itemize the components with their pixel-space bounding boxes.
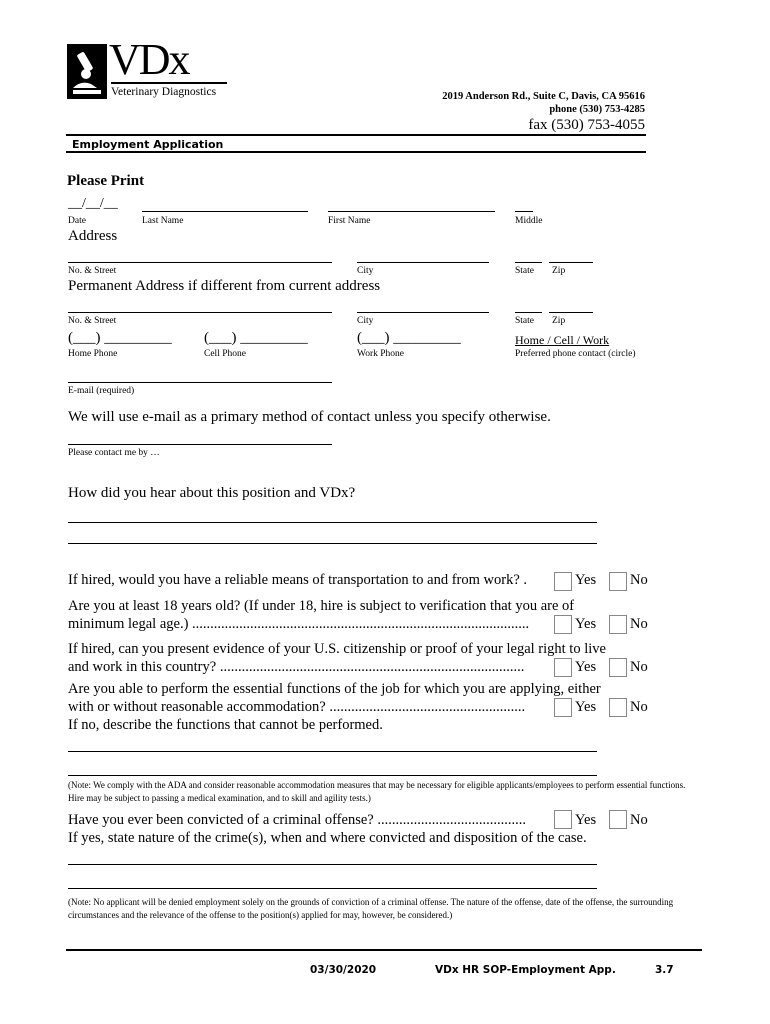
logo-subtitle: Veterinary Diagnostics [111, 86, 217, 98]
state-field[interactable] [515, 262, 542, 263]
city-label: City [357, 266, 374, 276]
company-address: 2019 Anderson Rd., Suite C, Davis, CA 95616 [442, 91, 645, 102]
hear-about-answer-line-2[interactable] [68, 543, 597, 544]
perm-address-heading: Permanent Address if different from current address [68, 278, 381, 294]
citizen-yes-checkbox[interactable] [554, 658, 572, 677]
crime-yes-checkbox[interactable] [554, 810, 572, 829]
crime-yes-label: Yes [575, 812, 597, 828]
company-logo [67, 35, 229, 100]
logo-rule [111, 82, 227, 84]
date-field[interactable]: __/__/__ [68, 196, 118, 211]
hear-about-answer-line-1[interactable] [68, 522, 597, 523]
date-label: Date [68, 216, 86, 226]
header-rule-bottom [66, 151, 646, 153]
first-name-field[interactable] [328, 211, 495, 212]
functions-answer-line-2[interactable] [68, 775, 597, 776]
state-label: State [515, 266, 534, 276]
age-yes-label: Yes [575, 616, 597, 632]
crime-no-label: No [630, 812, 648, 828]
email-field[interactable] [68, 382, 332, 383]
last-name-label: Last Name [142, 216, 184, 226]
work-phone-field[interactable]: (___) _________ [357, 330, 461, 346]
street-label: No. & Street [68, 266, 117, 276]
transport-no-checkbox[interactable] [609, 572, 627, 591]
perm-zip-label: Zip [552, 316, 566, 326]
transport-yes-checkbox[interactable] [554, 572, 572, 591]
home-phone-label: Home Phone [68, 349, 118, 359]
footer-rule [66, 949, 702, 951]
functions-no-label: No [630, 699, 648, 715]
header-rule-top [66, 134, 646, 136]
city-field[interactable] [357, 262, 489, 263]
contact-method-label: Please contact me by … [68, 448, 160, 458]
form-title: Employment Application [72, 138, 224, 151]
citizen-no-checkbox[interactable] [609, 658, 627, 677]
preferred-phone-label: Preferred phone contact (circle) [515, 349, 636, 359]
zip-label: Zip [552, 266, 566, 276]
crime-question-line-2: If yes, state nature of the crime(s), when and where convicted and disposition of the case. [68, 830, 587, 846]
citizen-yes-label: Yes [575, 659, 597, 675]
citizen-question-line-1: If hired, can you present evidence of your U.S. citizenship or proof of your legal right to live [68, 641, 606, 657]
crime-answer-line-1[interactable] [68, 864, 597, 865]
contact-method-field[interactable] [68, 444, 332, 445]
home-phone-field[interactable]: (___) _________ [68, 330, 172, 346]
preferred-phone-options[interactable]: Home / Cell / Work [515, 333, 610, 347]
perm-state-label: State [515, 316, 534, 326]
crime-question-line-1: Have you ever been convicted of a criminal offense? ......................................... [68, 812, 526, 828]
cell-phone-field[interactable]: (___) _________ [204, 330, 308, 346]
age-no-label: No [630, 616, 648, 632]
address-heading: Address [68, 228, 118, 244]
perm-zip-field[interactable] [549, 312, 593, 313]
functions-answer-line-1[interactable] [68, 751, 597, 752]
hear-about-question: How did you hear about this position and VDx? [68, 485, 356, 501]
work-phone-label: Work Phone [357, 349, 404, 359]
middle-field[interactable] [515, 211, 533, 212]
company-phone: phone (530) 753-4285 [549, 104, 645, 115]
footer-page-number: 3.7 [655, 964, 674, 976]
age-question-line-1: Are you at least 18 years old? (If under 18, hire is subject to verification that you are of [68, 598, 575, 614]
company-fax: fax (530) 753-4055 [528, 117, 645, 133]
functions-question-line-3: If no, describe the functions that cannot be performed. [68, 717, 383, 733]
zip-field[interactable] [549, 262, 593, 263]
functions-question-line-2: with or without reasonable accommodation? ...................................................... [68, 699, 526, 715]
functions-yes-label: Yes [575, 699, 597, 715]
logo-text: VDx [109, 35, 189, 84]
criminal-note: (Note: No applicant will be denied employment solely on the grounds of conviction of a criminal offense. The nature of the offense, date of the offense, the surrounding circumstances and the relevance of the offense to the position(s) applied for may, however, be considered.) [68, 897, 674, 920]
perm-state-field[interactable] [515, 312, 542, 313]
last-name-field[interactable] [142, 211, 308, 212]
cell-phone-label: Cell Phone [204, 349, 246, 359]
crime-answer-line-2[interactable] [68, 888, 597, 889]
footer-document-name: VDx HR SOP-Employment App. [435, 964, 616, 976]
transport-question: If hired, would you have a reliable means of transportation to and from work? . [68, 572, 528, 588]
functions-question-line-1: Are you able to perform the essential functions of the job for which you are applying, either [68, 681, 601, 697]
functions-no-checkbox[interactable] [609, 698, 627, 717]
first-name-label: First Name [328, 216, 371, 226]
perm-street-field[interactable] [68, 312, 332, 313]
email-note: We will use e-mail as a primary method of contact unless you specify otherwise. [68, 409, 551, 425]
street-field[interactable] [68, 262, 332, 263]
age-no-checkbox[interactable] [609, 615, 627, 634]
crime-no-checkbox[interactable] [609, 810, 627, 829]
ada-note: (Note: We comply with the ADA and consider reasonable accommodation measures that may be necessary for eligible applicants/employees to perform essential functions. Hire may be subject to passing a medical examination, and to skill and agility tests.) [68, 780, 686, 803]
age-yes-checkbox[interactable] [554, 615, 572, 634]
citizen-no-label: No [630, 659, 648, 675]
age-question-line-2: minimum legal age.) ............................................................................................. [68, 616, 530, 632]
microscope-logo-icon [67, 44, 107, 99]
email-label: E-mail (required) [68, 386, 135, 396]
perm-city-label: City [357, 316, 374, 326]
transport-yes-label: Yes [575, 572, 597, 588]
middle-label: Middle [515, 216, 543, 226]
perm-city-field[interactable] [357, 312, 489, 313]
functions-yes-checkbox[interactable] [554, 698, 572, 717]
perm-street-label: No. & Street [68, 316, 117, 326]
transport-no-label: No [630, 572, 648, 588]
footer-date: 03/30/2020 [310, 964, 377, 976]
citizen-question-line-2: and work in this country? .................................................................................... [68, 659, 525, 675]
please-print-heading: Please Print [67, 173, 145, 189]
